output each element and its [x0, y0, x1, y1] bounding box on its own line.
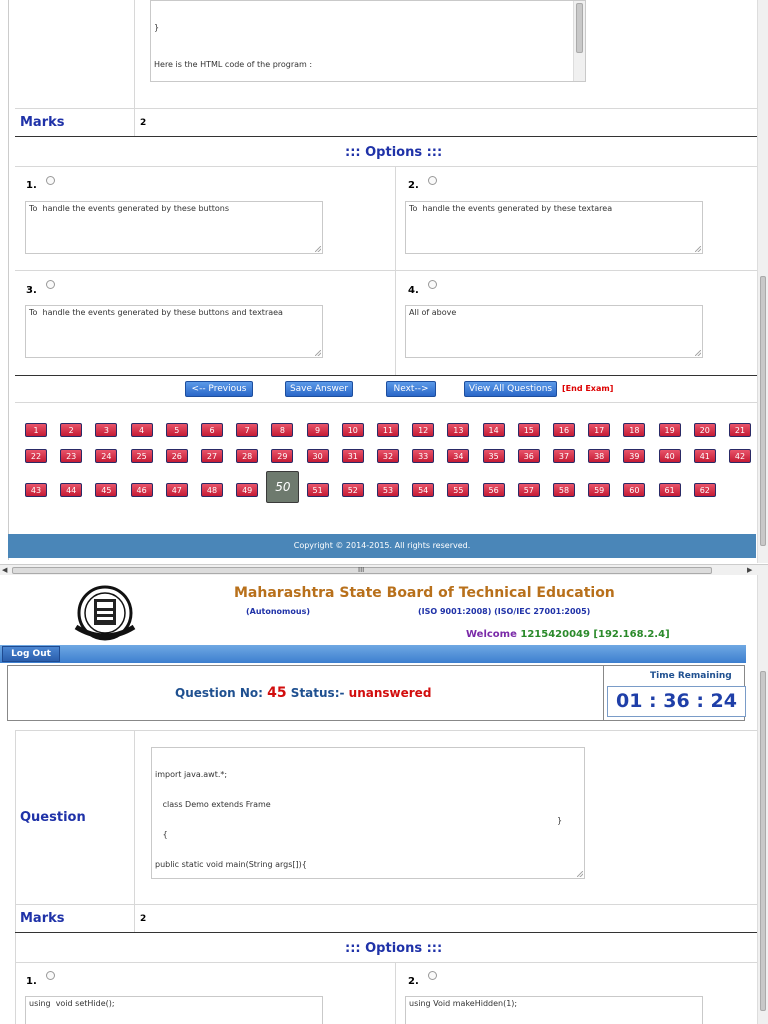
scroll-thumb[interactable] [576, 3, 583, 53]
question-button[interactable]: 3 [95, 423, 117, 437]
question-button[interactable]: 10 [342, 423, 364, 437]
question-button[interactable]: 52 [342, 483, 364, 497]
view-all-questions-button[interactable]: View All Questions [464, 381, 557, 397]
end-exam-link[interactable]: [End Exam] [562, 384, 614, 393]
question-button[interactable]: 12 [412, 423, 434, 437]
current-page-scrollbar[interactable] [757, 575, 768, 1024]
question-button[interactable]: 56 [483, 483, 505, 497]
option-1-textarea[interactable]: To handle the events generated by these buttons [25, 201, 323, 254]
question-button[interactable]: 45 [95, 483, 117, 497]
option-4-number: 4. [408, 285, 419, 296]
current-option-2-textarea[interactable]: using Void makeHidden(1); [405, 996, 703, 1024]
marks-value: 2 [140, 118, 147, 128]
question-button-current[interactable]: 50 [266, 471, 299, 503]
current-option-1-textarea[interactable]: using void setHide(); [25, 996, 323, 1024]
option-1-number: 1. [26, 180, 37, 191]
question-textarea[interactable] [151, 747, 585, 879]
question-button[interactable]: 23 [60, 449, 82, 463]
question-frame [15, 730, 757, 731]
question-button[interactable]: 47 [166, 483, 188, 497]
options-title-current: ::: Options ::: [345, 941, 443, 956]
page-scroll-thumb[interactable] [760, 276, 766, 546]
board-title: Maharashtra State Board of Technical Education [234, 585, 615, 601]
question-label: Question [20, 810, 86, 825]
question-button[interactable]: 29 [271, 449, 293, 463]
scroll-left-arrow-icon[interactable]: ◀ [2, 566, 8, 574]
copyright-footer: Copyright © 2014-2015. All rights reserved. [8, 534, 756, 558]
option-2-radio[interactable] [428, 176, 437, 185]
save-answer-button[interactable]: Save Answer [285, 381, 353, 397]
time-remaining-label: Time Remaining [650, 671, 732, 681]
question-code-line: { [155, 830, 168, 839]
option-3-radio[interactable] [46, 280, 55, 289]
question-button[interactable]: 59 [588, 483, 610, 497]
question-button[interactable]: 60 [623, 483, 645, 497]
question-code-line: public static void main(String args[]){ [155, 860, 307, 869]
question-code-line: class Demo extends Frame [155, 800, 271, 809]
option-3-number: 3. [26, 285, 37, 296]
question-button[interactable]: 38 [588, 449, 610, 463]
iso-label: (ISO 9001:2008) (ISO/IEC 27001:2005) [418, 607, 591, 616]
question-button[interactable]: 46 [131, 483, 153, 497]
question-button[interactable]: 5 [166, 423, 188, 437]
question-button[interactable]: 54 [412, 483, 434, 497]
welcome-label: Welcome [466, 629, 517, 640]
question-button[interactable]: 43 [25, 483, 47, 497]
question-button[interactable]: 21 [729, 423, 751, 437]
option-1-radio[interactable] [46, 176, 55, 185]
question-button[interactable]: 53 [377, 483, 399, 497]
question-button[interactable]: 8 [271, 423, 293, 437]
question-button[interactable]: 18 [623, 423, 645, 437]
question-button[interactable]: 2 [60, 423, 82, 437]
previous-button[interactable]: <-- Previous [185, 381, 253, 397]
question-button[interactable]: 15 [518, 423, 540, 437]
question-button[interactable]: 26 [166, 449, 188, 463]
status-label: Status:- [290, 686, 345, 700]
question-no-label: Question No: [175, 686, 263, 700]
question-code-line: import java.awt.*; [155, 770, 228, 779]
question-button[interactable]: 24 [95, 449, 117, 463]
horizontal-scrollbar[interactable] [0, 564, 768, 575]
current-option-2-radio[interactable] [428, 971, 437, 980]
question-button[interactable]: 61 [659, 483, 681, 497]
user-id: 1215420049 [192.168.2.4] [520, 629, 670, 640]
question-button[interactable]: 16 [553, 423, 575, 437]
msbte-logo-icon [72, 585, 138, 641]
option-3-textarea[interactable]: To handle the events generated by these buttons and textraea [25, 305, 323, 358]
countdown-timer: 01 : 36 : 24 [607, 686, 746, 717]
marks-label-current: Marks [20, 911, 65, 926]
question-button[interactable]: 17 [588, 423, 610, 437]
question-button[interactable]: 20 [694, 423, 716, 437]
textarea-scrollbar[interactable] [573, 1, 585, 81]
question-button[interactable]: 35 [483, 449, 505, 463]
options-title: ::: Options ::: [345, 145, 443, 160]
question-button[interactable]: 32 [377, 449, 399, 463]
question-button[interactable]: 11 [377, 423, 399, 437]
question-button[interactable]: 6 [201, 423, 223, 437]
question-button[interactable]: 31 [342, 449, 364, 463]
question-button[interactable]: 42 [729, 449, 751, 463]
question-button[interactable]: 9 [307, 423, 329, 437]
question-button[interactable]: 36 [518, 449, 540, 463]
page-scrollbar[interactable] [757, 0, 768, 563]
option-2-textarea[interactable]: To handle the events generated by these textarea [405, 201, 703, 254]
question-number: 45 [267, 685, 287, 701]
code-line: } [154, 23, 160, 32]
question-button[interactable]: 22 [25, 449, 47, 463]
status-value: unanswered [348, 686, 432, 700]
marks-label: Marks [20, 115, 65, 130]
question-button[interactable]: 25 [131, 449, 153, 463]
question-palette [18, 415, 758, 510]
question-code-brace: } [557, 816, 563, 825]
question-button[interactable]: 40 [659, 449, 681, 463]
current-question-panel [0, 575, 768, 1024]
question-button[interactable]: 41 [694, 449, 716, 463]
question-button[interactable]: 55 [447, 483, 469, 497]
current-page-scroll-thumb[interactable] [760, 671, 766, 1011]
autonomous-label: (Autonomous) [246, 607, 310, 616]
question-code-textarea[interactable] [150, 0, 586, 82]
question-button[interactable]: 48 [201, 483, 223, 497]
question-button[interactable]: 49 [236, 483, 258, 497]
logout-button[interactable]: Log Out [2, 646, 60, 662]
question-button[interactable]: 57 [518, 483, 540, 497]
question-button[interactable]: 1 [25, 423, 47, 437]
question-button[interactable]: 58 [553, 483, 575, 497]
question-button[interactable]: 34 [447, 449, 469, 463]
next-button[interactable]: Next--> [386, 381, 436, 397]
question-button[interactable]: 13 [447, 423, 469, 437]
question-button[interactable]: 33 [412, 449, 434, 463]
option-4-textarea[interactable]: All of above [405, 305, 703, 358]
scroll-grip-icon: III [358, 566, 365, 574]
option-2-number: 2. [408, 180, 419, 191]
question-button[interactable]: 30 [307, 449, 329, 463]
question-button[interactable]: 19 [659, 423, 681, 437]
question-button[interactable]: 14 [483, 423, 505, 437]
scroll-right-arrow-icon[interactable]: ▶ [747, 566, 753, 574]
nav-bar [0, 645, 746, 663]
current-option-1-radio[interactable] [46, 971, 55, 980]
question-status [175, 685, 431, 701]
marks-value-current: 2 [140, 914, 147, 924]
question-button[interactable]: 4 [131, 423, 153, 437]
question-button[interactable]: 51 [307, 483, 329, 497]
question-button[interactable]: 7 [236, 423, 258, 437]
question-button[interactable]: 37 [553, 449, 575, 463]
welcome-message [466, 629, 670, 640]
question-button[interactable]: 39 [623, 449, 645, 463]
option-4-radio[interactable] [428, 280, 437, 289]
current-option-2-number: 2. [408, 976, 419, 987]
question-button[interactable]: 44 [60, 483, 82, 497]
question-button[interactable]: 27 [201, 449, 223, 463]
question-button[interactable]: 62 [694, 483, 716, 497]
code-line: Here is the HTML code of the program : [154, 60, 313, 69]
question-button[interactable]: 28 [236, 449, 258, 463]
current-option-1-number: 1. [26, 976, 37, 987]
